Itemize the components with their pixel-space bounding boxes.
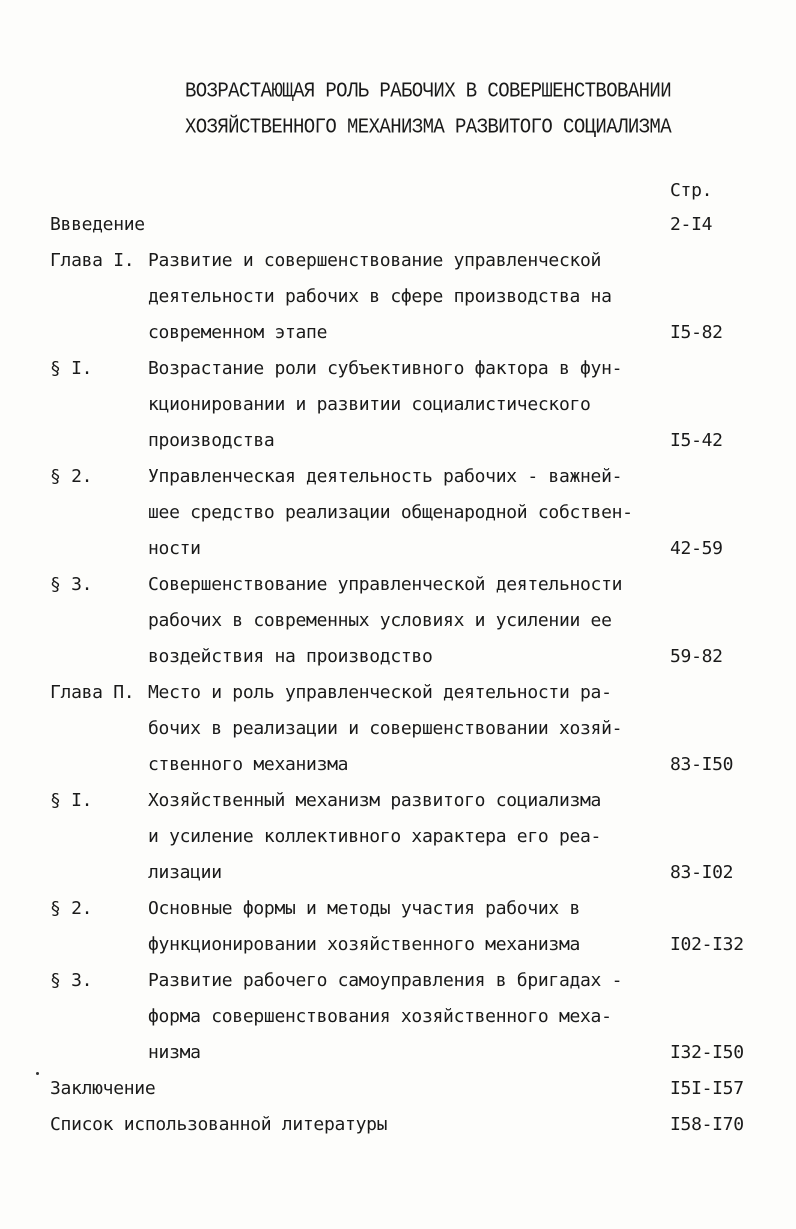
toc-ch1-s1-line: кционировании и развитии социалистического — [148, 394, 591, 415]
page-column-header: Стр. — [670, 180, 713, 201]
toc-ch1-s1-pages: I5-42 — [670, 430, 723, 451]
toc-intro-pages: 2-I4 — [670, 214, 713, 235]
toc-ch1-s2-line: ности — [148, 538, 201, 559]
toc-ch2-s2-line: Основные формы и методы участия рабочих в — [148, 898, 581, 919]
toc-ch1-pages: I5-82 — [670, 322, 723, 343]
toc-ch2-label: Глава П. — [50, 682, 135, 703]
toc-ch2-s3-label: § 3. — [50, 970, 93, 991]
document-title-line-1: ВОЗРАСТАЮЩАЯ РОЛЬ РАБОЧИХ В СОВЕРШЕНСТВОВАНИИ — [184, 78, 672, 104]
toc-ch1-s1-label: § I. — [50, 358, 93, 379]
toc-ch1-s2-line: Управленческая деятельность рабочих - важней- — [148, 466, 623, 487]
toc-ch2-s2-line: функционировании хозяйственного механизма — [148, 934, 581, 955]
toc-conclusion-label: Заключение — [50, 1078, 156, 1099]
toc-ch2-s3-line: форма совершенствования хозяйственного меха- — [148, 1006, 612, 1027]
toc-ch2-s2-pages: I02-I32 — [670, 934, 744, 955]
toc-ch1-s2-line: шее средство реализации общенародной собствен- — [148, 502, 633, 523]
toc-ch2-line: бочих в реализации и совершенствовании хозяй- — [148, 718, 623, 739]
toc-ch2-line: ственного механизма — [148, 754, 349, 775]
toc-ch2-s1-pages: 83-I02 — [670, 862, 734, 883]
toc-bibliography-pages: I58-I70 — [670, 1114, 744, 1135]
toc-intro-label: Ввведение — [50, 214, 145, 235]
toc-ch1-line: современном этапе — [148, 322, 328, 343]
scan-speck — [36, 1072, 39, 1075]
toc-ch1-s1-line: Возрастание роли субъективного фактора в фун- — [148, 358, 623, 379]
toc-ch1-line: Развитие и совершенствование управленческой — [148, 250, 602, 271]
toc-bibliography-label: Список использованной литературы — [50, 1114, 388, 1135]
toc-ch2-s1-line: Хозяйственный механизм развитого социализма — [148, 790, 602, 811]
toc-ch2-line: Место и роль управленческой деятельности ра- — [148, 682, 612, 703]
toc-ch1-s3-line: рабочих в современных условиях и усилении ее — [148, 610, 612, 631]
toc-ch1-s2-pages: 42-59 — [670, 538, 723, 559]
toc-conclusion-pages: I5I-I57 — [670, 1078, 744, 1099]
toc-ch1-s3-label: § 3. — [50, 574, 93, 595]
toc-ch2-pages: 83-I50 — [670, 754, 734, 775]
toc-ch1-label: Глава I. — [50, 250, 135, 271]
toc-ch2-s2-label: § 2. — [50, 898, 93, 919]
toc-ch2-s3-pages: I32-I50 — [670, 1042, 744, 1063]
toc-ch1-s2-label: § 2. — [50, 466, 93, 487]
toc-ch2-s1-line: лизации — [148, 862, 222, 883]
toc-ch1-line: деятельности рабочих в сфере производства на — [148, 286, 612, 307]
toc-ch1-s3-line: воздействия на производство — [148, 646, 433, 667]
toc-ch1-s3-pages: 59-82 — [670, 646, 723, 667]
toc-ch2-s1-label: § I. — [50, 790, 93, 811]
toc-ch1-s3-line: Совершенствование управленческой деятельности — [148, 574, 623, 595]
toc-ch2-s3-line: Развитие рабочего самоуправления в бригадах - — [148, 970, 623, 991]
toc-ch2-s3-line: низма — [148, 1042, 201, 1063]
toc-ch1-s1-line: производства — [148, 430, 275, 451]
toc-ch2-s1-line: и усиление коллективного характера его реа- — [148, 826, 602, 847]
document-title-line-2: ХОЗЯЙСТВЕННОГО МЕХАНИЗМА РАЗВИТОГО СОЦИАЛИЗМА — [184, 114, 672, 140]
